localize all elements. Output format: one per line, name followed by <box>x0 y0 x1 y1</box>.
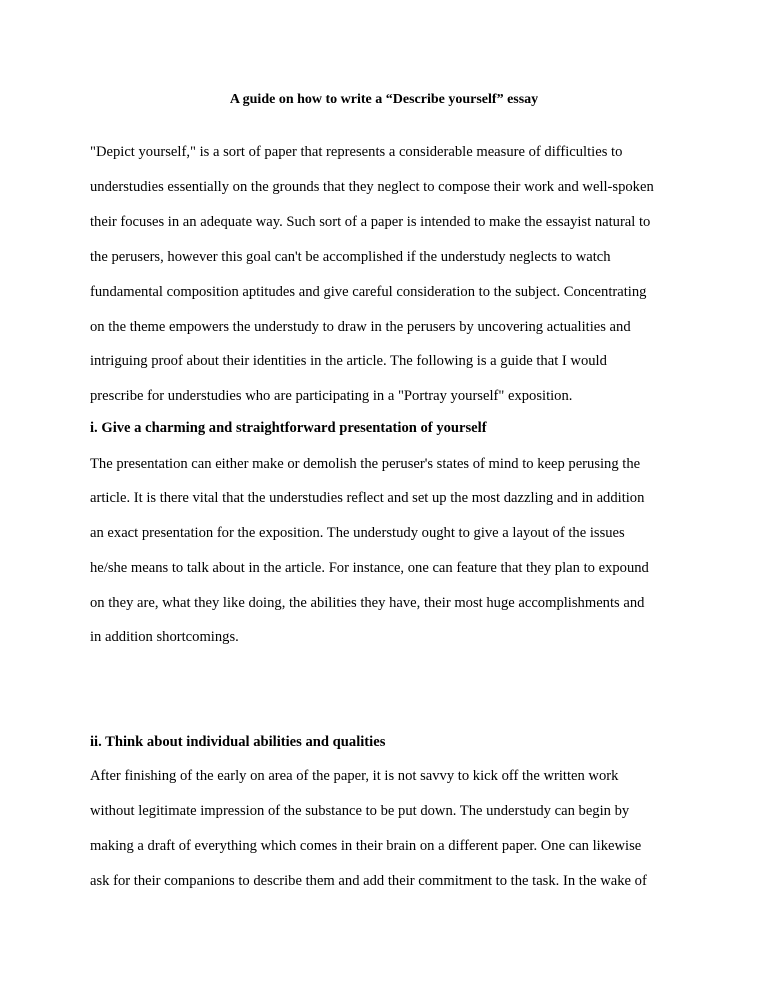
text-line: on the theme empowers the understudy to draw in the perusers by uncovering actualities and <box>90 319 631 335</box>
page-title: A guide on how to write a “Describe yourself” essay <box>229 92 539 107</box>
text-line: on they are, what they like doing, the abilities they have, their most huge accomplishments and <box>90 595 645 611</box>
section-heading: i. Give a charming and straightforward presentation of yourself <box>90 420 487 436</box>
text-line: fundamental composition aptitudes and give careful consideration to the subject. Concentrating <box>90 284 647 300</box>
text-line: their focuses in an adequate way. Such sort of a paper is intended to make the essayist natural to <box>90 214 651 230</box>
text-line: After finishing of the early on area of the paper, it is not savvy to kick off the written work <box>90 768 619 784</box>
text-line: the perusers, however this goal can't be accomplished if the understudy neglects to watch <box>90 249 611 265</box>
text-line: he/she means to talk about in the article. For instance, one can feature that they plan to expound <box>90 560 649 576</box>
text-line: an exact presentation for the exposition. The understudy ought to give a layout of the issues <box>90 525 625 541</box>
text-line: understudies essentially on the grounds that they neglect to compose their work and well-spoken <box>90 179 654 195</box>
text-line: "Depict yourself," is a sort of paper that represents a considerable measure of difficulties to <box>90 144 623 160</box>
text-line: intriguing proof about their identities in the article. The following is a guide that I would <box>90 353 607 369</box>
section-heading: ii. Think about individual abilities and qualities <box>90 734 386 750</box>
text-line: The presentation can either make or demolish the peruser's states of mind to keep perusing the <box>90 456 641 472</box>
text-line: article. It is there vital that the understudies reflect and set up the most dazzling and in addition <box>90 490 645 506</box>
text-line: ask for their companions to describe them and add their commitment to the task. In the wake of <box>90 873 647 889</box>
text-line: making a draft of everything which comes in their brain on a different paper. One can likewise <box>90 838 642 854</box>
text-line: prescribe for understudies who are participating in a "Portray yourself" exposition. <box>90 388 573 404</box>
text-line: without legitimate impression of the substance to be put down. The understudy can begin by <box>90 803 630 819</box>
text-line: in addition shortcomings. <box>90 629 239 645</box>
